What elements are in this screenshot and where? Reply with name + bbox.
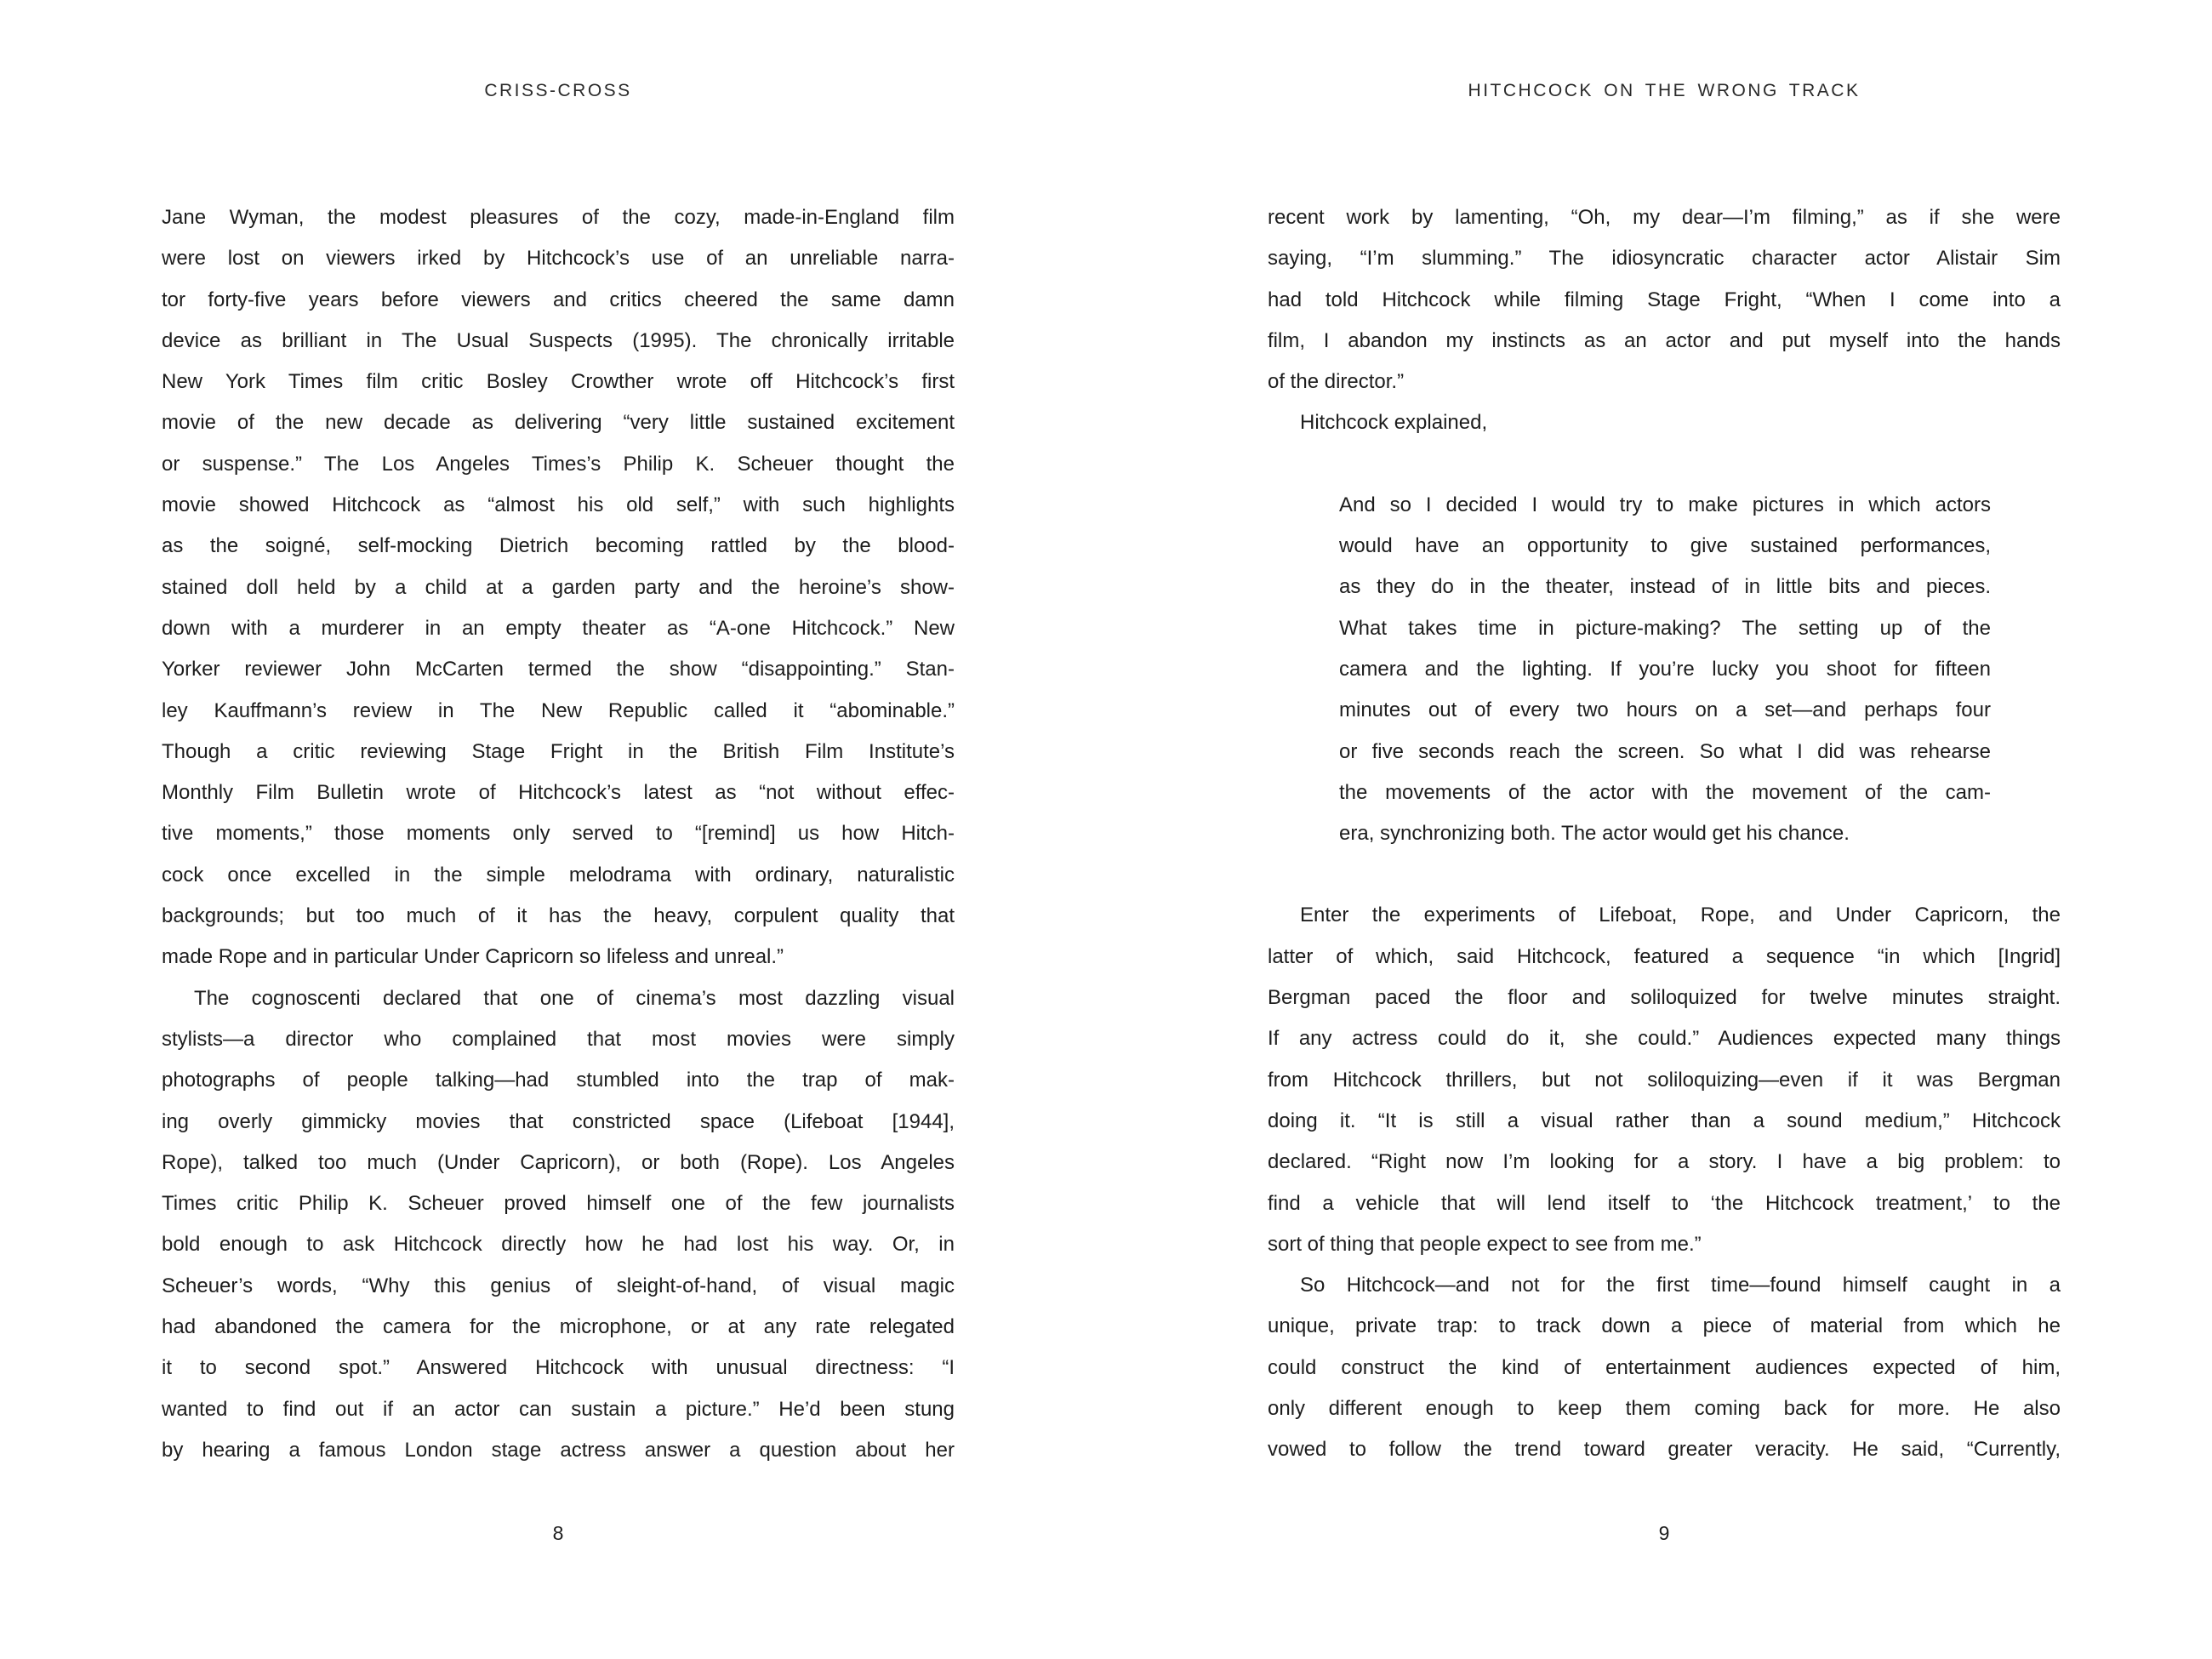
text-line: by hearing a famous London stage actress answer a question about her (162, 1438, 955, 1462)
paragraph (162, 197, 955, 978)
text-line: saying, “I’m slumming.” The idiosyncratic character actor Alistair Sim (1268, 247, 2061, 271)
text-line: declared. “Right now I’m looking for a story. I have a big problem: to (1268, 1150, 2061, 1174)
text-line: Rope), talked too much (Under Capricorn), or both (Rope). Los Angeles (162, 1150, 955, 1174)
text-line: minutes out of every two hours on a set—and perhaps four (1339, 698, 1991, 722)
text-line: Scheuer’s words, “Why this genius of sleight-of-hand, of visual magic (162, 1274, 955, 1297)
text-line: had told Hitchcock while filming Stage Fright, “When I come into a (1268, 288, 2061, 311)
text-line: And so I decided I would try to make pictures in which actors (1339, 493, 1991, 516)
text-line: Yorker reviewer John McCarten termed the show “disappointing.” Stan- (162, 658, 955, 681)
right-page (1268, 0, 2061, 1659)
left-page-number: 8 (552, 1522, 564, 1544)
text-line: So Hitchcock—and not for the first time—found himself caught in a (1300, 1274, 2061, 1297)
right-running-head: HITCHCOCK ON THE WRONG TRACK (1468, 81, 1861, 100)
text-line: Bergman paced the floor and soliloquized for twelve minutes straight. (1268, 986, 2061, 1010)
paragraph (1268, 197, 2061, 402)
text-line: as they do in the theater, instead of in little bits and pieces. (1339, 575, 1991, 599)
text-line: vowed to follow the trend toward greater veracity. He said, “Currently, (1268, 1438, 2061, 1462)
text-line: made Rope and in particular Under Capricorn so lifeless and unreal.” (162, 945, 784, 969)
left-page (162, 0, 955, 1659)
block-quote (1339, 485, 1991, 855)
text-line: film, I abandon my instincts as an actor and put myself into the hands (1268, 328, 2061, 352)
text-line: Times critic Philip K. Scheuer proved himself one of the few journalists (162, 1192, 955, 1216)
text-line: bold enough to ask Hitchcock directly how he had lost his way. Or, in (162, 1233, 955, 1257)
right-page-number: 9 (1658, 1522, 1670, 1544)
text-line: Monthly Film Bulletin wrote of Hitchcock’s latest as “not without effec- (162, 781, 955, 805)
text-line: ley Kauffmann’s review in The New Republic called it “abominable.” (162, 698, 955, 722)
text-line: If any actress could do it, she could.” Audiences expected many things (1268, 1027, 2061, 1051)
text-line: The cognoscenti declared that one of cinema’s most dazzling visual (194, 986, 955, 1010)
text-line: Jane Wyman, the modest pleasures of the cozy, made-in-England film (162, 206, 955, 229)
text-line: New York Times film critic Bosley Crowther wrote off Hitchcock’s first (162, 370, 955, 394)
text-line: tive moments,” those moments only served to “[remind] us how Hitch- (162, 822, 955, 846)
text-line: movie of the new decade as delivering “very little sustained excitement (162, 411, 955, 435)
text-line: movie showed Hitchcock as “almost his old self,” with such highlights (162, 493, 955, 517)
text-line: What takes time in picture-making? The setting up of the (1339, 616, 1991, 640)
text-line: as the soigné, self-mocking Dietrich becoming rattled by the blood- (162, 534, 955, 558)
paragraph (1268, 402, 2061, 443)
text-line: down with a murderer in an empty theater as “A-one Hitchcock.” New (162, 616, 955, 640)
text-line: Hitchcock explained, (1300, 411, 1488, 435)
text-line: ing overly gimmicky movies that constricted space (Lifeboat [1944], (162, 1109, 955, 1133)
text-line: Though a critic reviewing Stage Fright in the British Film Institute’s (162, 739, 955, 763)
text-line: recent work by lamenting, “Oh, my dear—I’m filming,” as if she were (1268, 206, 2061, 229)
text-line: or five seconds reach the screen. So what I did was rehearse (1339, 739, 1991, 763)
text-line: or suspense.” The Los Angeles Times’s Philip K. Scheuer thought the (162, 452, 955, 476)
text-line: it to second spot.” Answered Hitchcock with unusual directness: “I (162, 1356, 955, 1380)
text-line: of the director.” (1268, 370, 1405, 394)
text-line: stained doll held by a child at a garden party and the heroine’s show- (162, 575, 955, 599)
text-line: camera and the lighting. If you’re lucky you shoot for fifteen (1339, 657, 1991, 681)
text-line: tor forty-five years before viewers and critics cheered the same damn (162, 288, 955, 311)
left-running-head: CRISS-CROSS (484, 81, 632, 100)
text-line: the movements of the actor with the movement of the cam- (1339, 780, 1991, 804)
left-text-block (162, 197, 955, 1471)
text-line: could construct the kind of entertainment audiences expected of him, (1268, 1355, 2061, 1379)
paragraph (1268, 895, 2061, 1265)
text-line: era, synchronizing both. The actor would get his chance. (1339, 822, 1850, 846)
text-line: doing it. “It is still a visual rather than a sound medium,” Hitchcock (1268, 1109, 2061, 1132)
text-line: from Hitchcock thrillers, but not soliloquizing—even if it was Bergman (1268, 1068, 2061, 1092)
text-line: device as brilliant in The Usual Suspects (1995). The chronically irritable (162, 328, 955, 352)
text-line: wanted to find out if an actor can sustain a picture.” He’d been stung (162, 1397, 955, 1421)
paragraph (162, 978, 955, 1472)
text-line: stylists—a director who complained that most movies were simply (162, 1027, 955, 1051)
text-line: unique, private trap: to track down a piece of material from which he (1268, 1314, 2061, 1338)
text-line: would have an opportunity to give sustained performances, (1339, 534, 1991, 558)
text-line: were lost on viewers irked by Hitchcock’s use of an unreliable narra- (162, 247, 955, 271)
text-line: backgrounds; but too much of it has the heavy, corpulent quality that (162, 904, 955, 928)
text-line: Enter the experiments of Lifeboat, Rope, and Under Capricorn, the (1300, 904, 2061, 927)
text-line: cock once excelled in the simple melodrama with ordinary, naturalistic (162, 863, 955, 887)
text-line: only different enough to keep them coming back for more. He also (1268, 1397, 2061, 1421)
right-text-block (1268, 197, 2061, 1471)
text-line: sort of thing that people expect to see from me.” (1268, 1232, 1702, 1256)
text-line: had abandoned the camera for the microphone, or at any rate relegated (162, 1315, 955, 1339)
paragraph (1268, 1265, 2061, 1470)
text-line: photographs of people talking—had stumbled into the trap of mak- (162, 1069, 955, 1092)
text-line: latter of which, said Hitchcock, featured a sequence “in which [Ingrid] (1268, 944, 2061, 968)
text-line: find a vehicle that will lend itself to ‘the Hitchcock treatment,’ to the (1268, 1191, 2061, 1215)
